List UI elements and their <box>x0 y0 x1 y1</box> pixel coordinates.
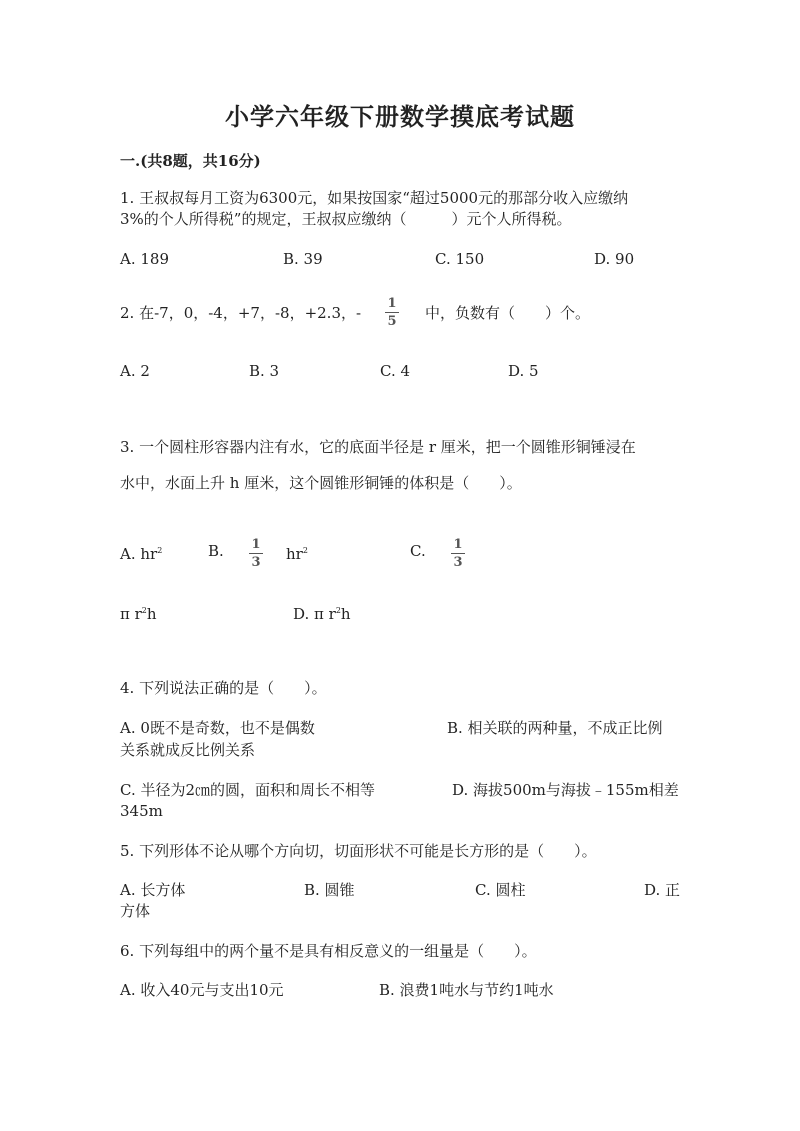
q3-option-c-exponent: 2 <box>141 606 147 615</box>
q5-option-d-line-1: D. 正 <box>644 881 681 899</box>
q2-option-d: D. 5 <box>508 362 539 380</box>
q4-option-b-line-1: B. 相关联的两种量，不成正比例 <box>447 719 663 737</box>
q3-option-d-text: D. π r <box>293 605 336 623</box>
q5-option-c: C. 圆柱 <box>475 881 526 899</box>
q3-option-a <box>120 541 162 564</box>
q3-option-c-text: π r <box>120 605 142 623</box>
q6-option-b: B. 浪费1吨水与节约1吨水 <box>379 981 554 999</box>
question-1-line-2: 3%的个人所得税”的规定，王叔叔应缴纳（ ）元个人所得税。 <box>120 210 572 228</box>
q2-fraction-numerator: 1 <box>387 296 397 311</box>
page-title: 小学六年级下册数学摸底考试题 <box>225 102 575 131</box>
q3-option-c-end: h <box>146 605 157 623</box>
q3-option-b-label: B. <box>208 542 224 560</box>
q3-option-b-exponent: 2 <box>302 546 308 555</box>
q3-option-c-denominator: 3 <box>453 555 463 570</box>
q1-option-a: A. 189 <box>120 250 169 268</box>
q3-option-d-exponent: 2 <box>335 606 341 615</box>
q1-option-b: B. 39 <box>283 250 323 268</box>
q3-option-a-exponent: 2 <box>157 546 163 555</box>
q6-option-a: A. 收入40元与支出10元 <box>120 981 284 999</box>
question-1-line-1: 1. 王叔叔每月工资为6300元，如果按国家“超过5000元的那部分收入应缴纳 <box>120 189 629 207</box>
q2-option-b: B. 3 <box>249 362 280 380</box>
q2-option-c: C. 4 <box>380 362 411 380</box>
q2-fraction-bar <box>385 312 399 313</box>
q1-option-c: C. 150 <box>435 250 485 268</box>
question-2-text: 2. 在-7，0，-4，+7，-8，+2.3，- <box>120 304 362 322</box>
q4-option-a: A. 0既不是奇数，也不是偶数 <box>120 719 315 737</box>
q2-fraction-denominator: 5 <box>387 314 397 329</box>
q3-option-b-fraction <box>248 537 264 570</box>
q4-option-c: C. 半径为2㎝的圆，面积和周长不相等 <box>120 781 376 799</box>
q4-option-d-line-2: 345m <box>120 802 163 820</box>
q1-option-d: D. 90 <box>594 250 635 268</box>
q3-option-c-fraction <box>450 537 466 570</box>
q3-option-d-end: h <box>340 605 351 623</box>
q4-option-d-line-1: D. 海拔500m与海拔﹣155m相差 <box>452 781 679 799</box>
q3-option-b-numerator: 1 <box>251 537 261 552</box>
q3-option-b-denominator: 3 <box>251 555 261 570</box>
question-6-text: 6. 下列每组中的两个量不是具有相反意义的一组量是（ ）。 <box>120 942 537 960</box>
section-heading: 一.(共8题，共16分) <box>120 152 261 170</box>
question-3-line-1: 3. 一个圆柱形容器内注有水，它的底面半径是 r 厘米，把一个圆锥形铜锤浸在 <box>120 438 636 456</box>
question-5-text: 5. 下列形体不论从哪个方向切，切面形状不可能是长方形的是（ ）。 <box>120 842 597 860</box>
q5-option-d-line-2: 方体 <box>120 902 151 920</box>
q2-option-a: A. 2 <box>120 362 150 380</box>
q5-option-b: B. 圆锥 <box>304 881 355 899</box>
q3-option-c-numerator: 1 <box>453 537 463 552</box>
question-4-text: 4. 下列说法正确的是（ ）。 <box>120 679 327 697</box>
q5-option-a: A. 长方体 <box>120 881 186 899</box>
q3-option-b-text: hr <box>286 545 303 563</box>
q3-option-c-label: C. <box>410 542 426 560</box>
q3-option-d <box>293 601 351 624</box>
q3-option-c-fraction-bar <box>451 553 465 554</box>
q3-option-b-expression <box>286 541 308 564</box>
question-3-line-2: 水中，水面上升 h 厘米，这个圆锥形铜锤的体积是（ ）。 <box>120 474 522 492</box>
q3-option-a-text: A. hr <box>120 545 158 563</box>
q3-option-c-expression <box>120 601 157 624</box>
q3-option-b-fraction-bar <box>249 553 263 554</box>
q2-fraction <box>384 296 400 329</box>
q4-option-b-line-2: 关系就成反比例关系 <box>120 741 256 759</box>
question-2-tail: 中，负数有（ ）个。 <box>425 304 591 322</box>
